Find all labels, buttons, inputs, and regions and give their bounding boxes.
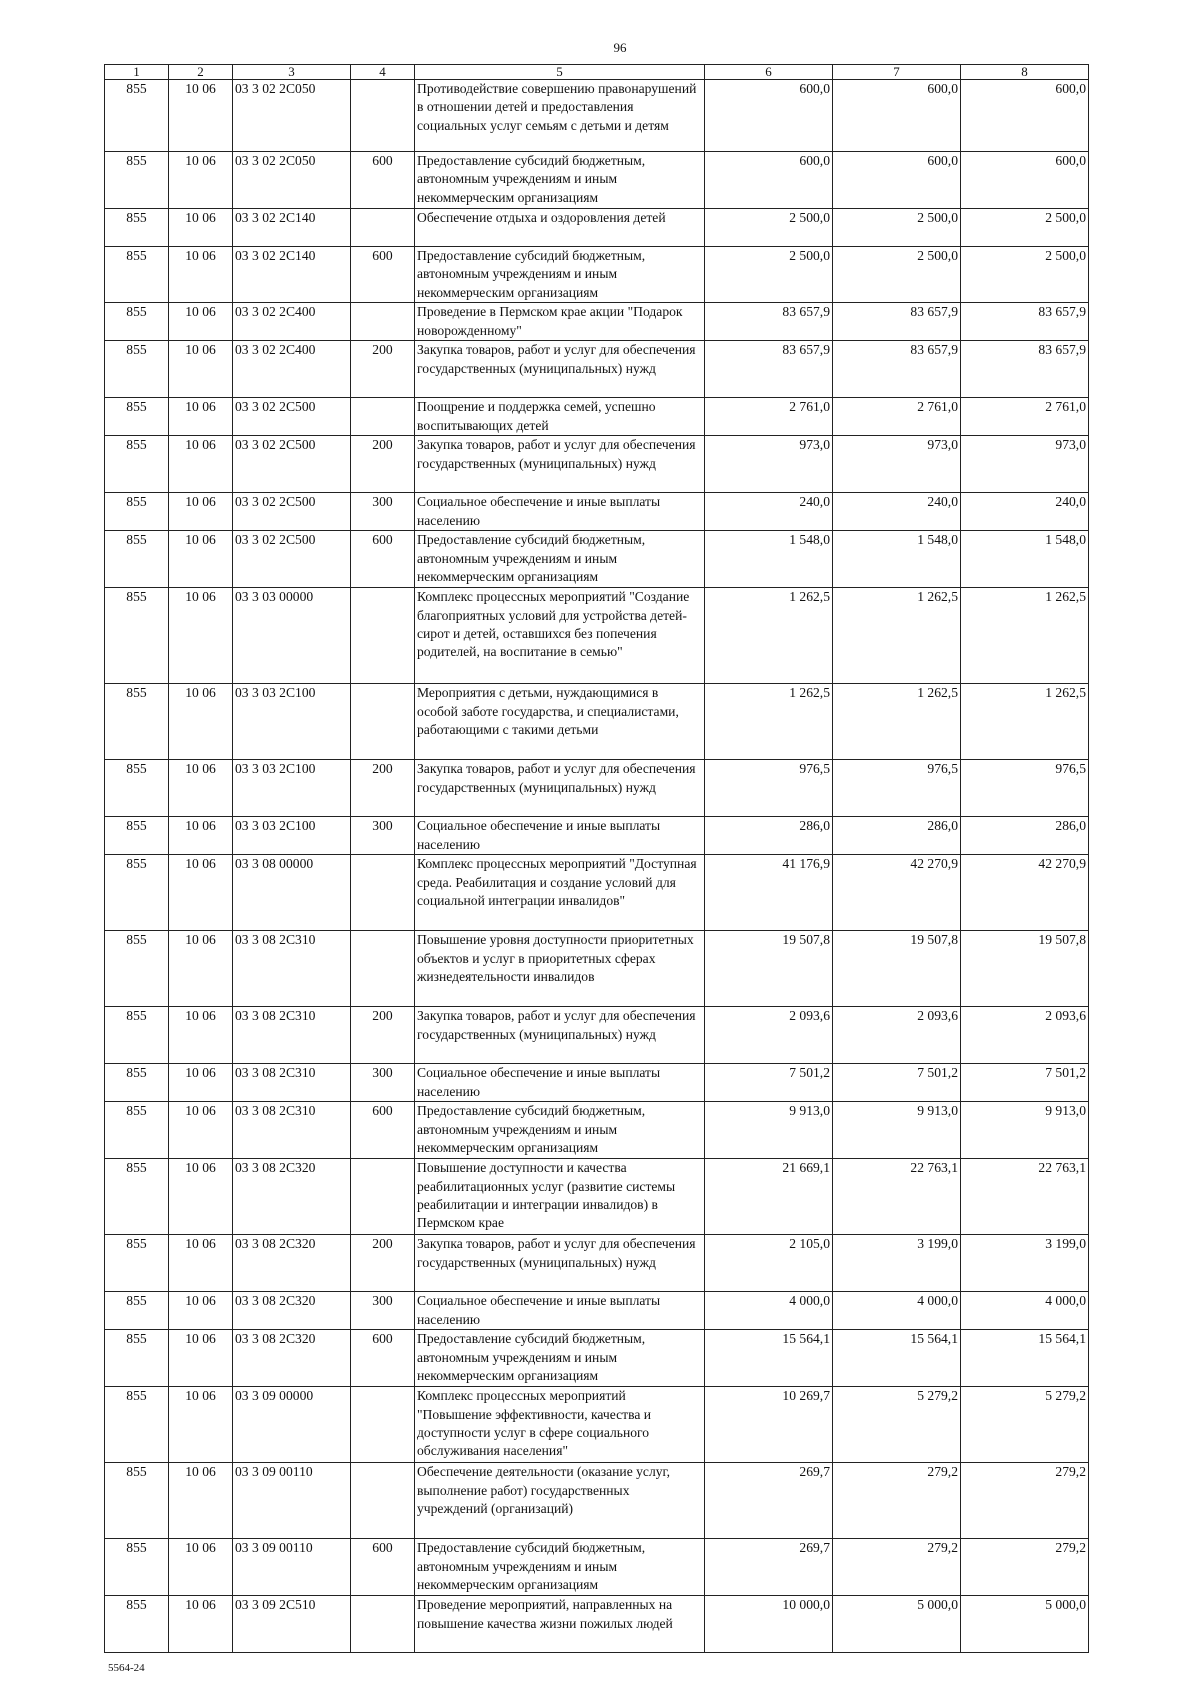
description-cell: Поощрение и поддержка семей, успешно воспитывающих детей	[415, 398, 705, 436]
ministry-code-cell: 855	[105, 1235, 169, 1292]
target-article-cell: 03 3 02 2С500	[233, 493, 351, 531]
amount-col8-cell: 4 000,0	[961, 1292, 1089, 1330]
table-row	[105, 855, 1089, 931]
expense-type-cell	[351, 855, 415, 931]
table-row	[105, 1330, 1089, 1387]
description-cell: Обеспечение деятельности (оказание услуг, выполнение работ) государственных учреждений (организаций)	[415, 1463, 705, 1539]
amount-col8-cell: 279,2	[961, 1463, 1089, 1539]
table-row	[105, 341, 1089, 398]
expense-type-cell: 200	[351, 341, 415, 398]
description-cell: Обеспечение отдыха и оздоровления детей	[415, 209, 705, 247]
expense-type-cell: 300	[351, 1064, 415, 1102]
section-code-cell: 10 06	[169, 817, 233, 855]
budget-table	[104, 64, 1089, 1653]
target-article-cell: 03 3 02 2С500	[233, 436, 351, 493]
description-cell: Предоставление субсидий бюджетным, автономным учреждениям и иным некоммерческим организациям	[415, 1102, 705, 1159]
description-cell: Предоставление субсидий бюджетным, автономным учреждениям и иным некоммерческим организациям	[415, 531, 705, 588]
column-header: 5	[415, 65, 705, 80]
ministry-code-cell: 855	[105, 855, 169, 931]
amount-col7-cell: 973,0	[833, 436, 961, 493]
section-code-cell: 10 06	[169, 588, 233, 684]
amount-col8-cell: 15 564,1	[961, 1330, 1089, 1387]
ministry-code-cell: 855	[105, 588, 169, 684]
section-code-cell: 10 06	[169, 1596, 233, 1653]
amount-col8-cell: 1 262,5	[961, 588, 1089, 684]
expense-type-cell	[351, 931, 415, 1007]
table-row	[105, 531, 1089, 588]
description-cell: Закупка товаров, работ и услуг для обеспечения государственных (муниципальных) нужд	[415, 341, 705, 398]
amount-col7-cell: 1 548,0	[833, 531, 961, 588]
amount-col6-cell: 600,0	[705, 152, 833, 209]
amount-col8-cell: 2 761,0	[961, 398, 1089, 436]
amount-col8-cell: 3 199,0	[961, 1235, 1089, 1292]
table-row	[105, 1007, 1089, 1064]
column-header: 2	[169, 65, 233, 80]
amount-col7-cell: 4 000,0	[833, 1292, 961, 1330]
ministry-code-cell: 855	[105, 341, 169, 398]
section-code-cell: 10 06	[169, 152, 233, 209]
section-code-cell: 10 06	[169, 303, 233, 341]
amount-col8-cell: 1 262,5	[961, 684, 1089, 760]
amount-col6-cell: 2 093,6	[705, 1007, 833, 1064]
section-code-cell: 10 06	[169, 1159, 233, 1235]
amount-col7-cell: 600,0	[833, 80, 961, 152]
amount-col8-cell: 22 763,1	[961, 1159, 1089, 1235]
amount-col7-cell: 19 507,8	[833, 931, 961, 1007]
expense-type-cell	[351, 684, 415, 760]
amount-col7-cell: 2 500,0	[833, 247, 961, 303]
ministry-code-cell: 855	[105, 247, 169, 303]
target-article-cell: 03 3 02 2С400	[233, 341, 351, 398]
ministry-code-cell: 855	[105, 1064, 169, 1102]
amount-col7-cell: 279,2	[833, 1539, 961, 1596]
description-cell: Социальное обеспечение и иные выплаты населению	[415, 817, 705, 855]
section-code-cell: 10 06	[169, 1539, 233, 1596]
expense-type-cell: 300	[351, 493, 415, 531]
amount-col8-cell: 2 500,0	[961, 209, 1089, 247]
target-article-cell: 03 3 09 00110	[233, 1539, 351, 1596]
target-article-cell: 03 3 08 2С320	[233, 1330, 351, 1387]
amount-col8-cell: 240,0	[961, 493, 1089, 531]
amount-col7-cell: 976,5	[833, 760, 961, 817]
table-row	[105, 1387, 1089, 1463]
amount-col8-cell: 7 501,2	[961, 1064, 1089, 1102]
ministry-code-cell: 855	[105, 817, 169, 855]
expense-type-cell	[351, 588, 415, 684]
section-code-cell: 10 06	[169, 1102, 233, 1159]
table-row	[105, 152, 1089, 209]
expense-type-cell: 600	[351, 1539, 415, 1596]
table-row	[105, 436, 1089, 493]
amount-col6-cell: 21 669,1	[705, 1159, 833, 1235]
section-code-cell: 10 06	[169, 1463, 233, 1539]
description-cell: Закупка товаров, работ и услуг для обеспечения государственных (муниципальных) нужд	[415, 760, 705, 817]
description-cell: Проведение в Пермском крае акции "Подарок новорожденному"	[415, 303, 705, 341]
amount-col7-cell: 22 763,1	[833, 1159, 961, 1235]
section-code-cell: 10 06	[169, 1387, 233, 1463]
ministry-code-cell: 855	[105, 684, 169, 760]
ministry-code-cell: 855	[105, 1387, 169, 1463]
ministry-code-cell: 855	[105, 398, 169, 436]
column-header: 4	[351, 65, 415, 80]
amount-col7-cell: 15 564,1	[833, 1330, 961, 1387]
table-body	[105, 80, 1089, 1653]
expense-type-cell: 300	[351, 1292, 415, 1330]
target-article-cell: 03 3 08 2С320	[233, 1235, 351, 1292]
amount-col8-cell: 83 657,9	[961, 303, 1089, 341]
description-cell: Социальное обеспечение и иные выплаты населению	[415, 1064, 705, 1102]
description-cell: Закупка товаров, работ и услуг для обеспечения государственных (муниципальных) нужд	[415, 1007, 705, 1064]
ministry-code-cell: 855	[105, 1159, 169, 1235]
target-article-cell: 03 3 09 00000	[233, 1387, 351, 1463]
amount-col8-cell: 973,0	[961, 436, 1089, 493]
amount-col7-cell: 240,0	[833, 493, 961, 531]
table-row	[105, 684, 1089, 760]
table-row	[105, 1292, 1089, 1330]
description-cell: Комплекс процессных мероприятий "Доступная среда. Реабилитация и создание условий для социальной интеграции инвалидов"	[415, 855, 705, 931]
ministry-code-cell: 855	[105, 1539, 169, 1596]
amount-col6-cell: 9 913,0	[705, 1102, 833, 1159]
page-number: 96	[613, 40, 627, 55]
description-cell: Социальное обеспечение и иные выплаты населению	[415, 1292, 705, 1330]
expense-type-cell: 600	[351, 531, 415, 588]
table-row	[105, 1463, 1089, 1539]
amount-col8-cell: 2 093,6	[961, 1007, 1089, 1064]
target-article-cell: 03 3 02 2С050	[233, 80, 351, 152]
expense-type-cell	[351, 398, 415, 436]
column-header: 8	[961, 65, 1089, 80]
section-code-cell: 10 06	[169, 1330, 233, 1387]
ministry-code-cell: 855	[105, 80, 169, 152]
table-row	[105, 1159, 1089, 1235]
amount-col7-cell: 600,0	[833, 152, 961, 209]
amount-col6-cell: 83 657,9	[705, 303, 833, 341]
target-article-cell: 03 3 09 00110	[233, 1463, 351, 1539]
expense-type-cell	[351, 303, 415, 341]
target-article-cell: 03 3 02 2С500	[233, 398, 351, 436]
description-cell: Предоставление субсидий бюджетным, автономным учреждениям и иным некоммерческим организациям	[415, 1330, 705, 1387]
expense-type-cell: 200	[351, 760, 415, 817]
section-code-cell: 10 06	[169, 341, 233, 398]
amount-col6-cell: 83 657,9	[705, 341, 833, 398]
amount-col7-cell: 9 913,0	[833, 1102, 961, 1159]
description-cell: Мероприятия с детьми, нуждающимися в особой заботе государства, и специалистами, работающими с такими детьми	[415, 684, 705, 760]
table-row	[105, 493, 1089, 531]
description-cell: Повышение уровня доступности приоритетных объектов и услуг в приоритетных сферах жизнедеятельности инвалидов	[415, 931, 705, 1007]
amount-col6-cell: 2 761,0	[705, 398, 833, 436]
document-code: 5564-24	[108, 1662, 145, 1674]
section-code-cell: 10 06	[169, 493, 233, 531]
expense-type-cell: 600	[351, 1330, 415, 1387]
section-code-cell: 10 06	[169, 247, 233, 303]
description-cell: Комплекс процессных мероприятий "Создание благоприятных условий для устройства детей-сирот и детей, оставшихся без попечения родителей, на воспитание в семью"	[415, 588, 705, 684]
target-article-cell: 03 3 03 2С100	[233, 817, 351, 855]
expense-type-cell: 300	[351, 817, 415, 855]
description-cell: Проведение мероприятий, направленных на повышение качества жизни пожилых людей	[415, 1596, 705, 1653]
amount-col6-cell: 2 500,0	[705, 209, 833, 247]
table-row	[105, 247, 1089, 303]
amount-col7-cell: 279,2	[833, 1463, 961, 1539]
description-cell: Закупка товаров, работ и услуг для обеспечения государственных (муниципальных) нужд	[415, 1235, 705, 1292]
amount-col6-cell: 1 262,5	[705, 588, 833, 684]
expense-type-cell	[351, 1463, 415, 1539]
expense-type-cell: 200	[351, 1235, 415, 1292]
target-article-cell: 03 3 03 2С100	[233, 684, 351, 760]
section-code-cell: 10 06	[169, 436, 233, 493]
ministry-code-cell: 855	[105, 152, 169, 209]
ministry-code-cell: 855	[105, 1007, 169, 1064]
target-article-cell: 03 3 02 2С400	[233, 303, 351, 341]
description-cell: Закупка товаров, работ и услуг для обеспечения государственных (муниципальных) нужд	[415, 436, 705, 493]
target-article-cell: 03 3 08 2С310	[233, 1007, 351, 1064]
ministry-code-cell: 855	[105, 931, 169, 1007]
column-header: 6	[705, 65, 833, 80]
expense-type-cell	[351, 209, 415, 247]
amount-col8-cell: 600,0	[961, 80, 1089, 152]
target-article-cell: 03 3 08 2С310	[233, 931, 351, 1007]
amount-col8-cell: 42 270,9	[961, 855, 1089, 931]
amount-col8-cell: 9 913,0	[961, 1102, 1089, 1159]
table-row	[105, 1064, 1089, 1102]
target-article-cell: 03 3 09 2С510	[233, 1596, 351, 1653]
amount-col7-cell: 5 279,2	[833, 1387, 961, 1463]
description-cell: Предоставление субсидий бюджетным, автономным учреждениям и иным некоммерческим организациям	[415, 1539, 705, 1596]
ministry-code-cell: 855	[105, 1596, 169, 1653]
expense-type-cell	[351, 1387, 415, 1463]
amount-col7-cell: 5 000,0	[833, 1596, 961, 1653]
amount-col7-cell: 3 199,0	[833, 1235, 961, 1292]
ministry-code-cell: 855	[105, 1330, 169, 1387]
amount-col7-cell: 1 262,5	[833, 684, 961, 760]
amount-col7-cell: 42 270,9	[833, 855, 961, 931]
amount-col8-cell: 2 500,0	[961, 247, 1089, 303]
expense-type-cell	[351, 1596, 415, 1653]
amount-col7-cell: 2 761,0	[833, 398, 961, 436]
target-article-cell: 03 3 08 2С320	[233, 1159, 351, 1235]
amount-col6-cell: 2 105,0	[705, 1235, 833, 1292]
target-article-cell: 03 3 02 2С500	[233, 531, 351, 588]
amount-col7-cell: 83 657,9	[833, 341, 961, 398]
target-article-cell: 03 3 02 2С140	[233, 209, 351, 247]
amount-col8-cell: 1 548,0	[961, 531, 1089, 588]
target-article-cell: 03 3 03 00000	[233, 588, 351, 684]
table-row	[105, 1596, 1089, 1653]
table-row	[105, 588, 1089, 684]
description-cell: Повышение доступности и качества реабилитационных услуг (развитие системы реабилитации и интеграции инвалидов) в Пермском крае	[415, 1159, 705, 1235]
amount-col8-cell: 286,0	[961, 817, 1089, 855]
section-code-cell: 10 06	[169, 1292, 233, 1330]
table-row	[105, 817, 1089, 855]
ministry-code-cell: 855	[105, 493, 169, 531]
ministry-code-cell: 855	[105, 531, 169, 588]
amount-col6-cell: 7 501,2	[705, 1064, 833, 1102]
amount-col6-cell: 973,0	[705, 436, 833, 493]
amount-col6-cell: 600,0	[705, 80, 833, 152]
table-row	[105, 303, 1089, 341]
description-cell: Предоставление субсидий бюджетным, автономным учреждениям и иным некоммерческим организациям	[415, 247, 705, 303]
column-header: 7	[833, 65, 961, 80]
amount-col6-cell: 1 548,0	[705, 531, 833, 588]
amount-col7-cell: 286,0	[833, 817, 961, 855]
amount-col8-cell: 19 507,8	[961, 931, 1089, 1007]
expense-type-cell: 600	[351, 1102, 415, 1159]
table-row	[105, 1539, 1089, 1596]
expense-type-cell: 200	[351, 436, 415, 493]
column-header: 3	[233, 65, 351, 80]
amount-col6-cell: 19 507,8	[705, 931, 833, 1007]
table-row	[105, 931, 1089, 1007]
section-code-cell: 10 06	[169, 1235, 233, 1292]
section-code-cell: 10 06	[169, 760, 233, 817]
ministry-code-cell: 855	[105, 1102, 169, 1159]
expense-type-cell	[351, 80, 415, 152]
table-row	[105, 398, 1089, 436]
section-code-cell: 10 06	[169, 855, 233, 931]
description-cell: Социальное обеспечение и иные выплаты населению	[415, 493, 705, 531]
amount-col6-cell: 976,5	[705, 760, 833, 817]
amount-col6-cell: 240,0	[705, 493, 833, 531]
table-row	[105, 209, 1089, 247]
amount-col6-cell: 269,7	[705, 1539, 833, 1596]
amount-col6-cell: 10 000,0	[705, 1596, 833, 1653]
amount-col6-cell: 15 564,1	[705, 1330, 833, 1387]
amount-col6-cell: 10 269,7	[705, 1387, 833, 1463]
section-code-cell: 10 06	[169, 398, 233, 436]
amount-col6-cell: 2 500,0	[705, 247, 833, 303]
amount-col7-cell: 1 262,5	[833, 588, 961, 684]
table-row	[105, 1235, 1089, 1292]
section-code-cell: 10 06	[169, 80, 233, 152]
ministry-code-cell: 855	[105, 209, 169, 247]
section-code-cell: 10 06	[169, 931, 233, 1007]
description-cell: Противодействие совершению правонарушений в отношении детей и предоставления социальных услуг семьям с детьми и детям	[415, 80, 705, 152]
section-code-cell: 10 06	[169, 209, 233, 247]
ministry-code-cell: 855	[105, 436, 169, 493]
column-header: 1	[105, 65, 169, 80]
ministry-code-cell: 855	[105, 1463, 169, 1539]
amount-col8-cell: 5 279,2	[961, 1387, 1089, 1463]
section-code-cell: 10 06	[169, 1064, 233, 1102]
table-row	[105, 760, 1089, 817]
amount-col8-cell: 976,5	[961, 760, 1089, 817]
ministry-code-cell: 855	[105, 1292, 169, 1330]
amount-col8-cell: 5 000,0	[961, 1596, 1089, 1653]
table-row	[105, 1102, 1089, 1159]
target-article-cell: 03 3 08 2С320	[233, 1292, 351, 1330]
section-code-cell: 10 06	[169, 531, 233, 588]
amount-col8-cell: 279,2	[961, 1539, 1089, 1596]
target-article-cell: 03 3 08 2С310	[233, 1064, 351, 1102]
table-header-row	[105, 65, 1089, 80]
amount-col6-cell: 41 176,9	[705, 855, 833, 931]
amount-col7-cell: 2 093,6	[833, 1007, 961, 1064]
amount-col8-cell: 83 657,9	[961, 341, 1089, 398]
table-row	[105, 80, 1089, 152]
expense-type-cell: 600	[351, 152, 415, 209]
amount-col6-cell: 4 000,0	[705, 1292, 833, 1330]
amount-col8-cell: 600,0	[961, 152, 1089, 209]
target-article-cell: 03 3 02 2С050	[233, 152, 351, 209]
section-code-cell: 10 06	[169, 1007, 233, 1064]
amount-col6-cell: 286,0	[705, 817, 833, 855]
target-article-cell: 03 3 02 2С140	[233, 247, 351, 303]
amount-col7-cell: 2 500,0	[833, 209, 961, 247]
target-article-cell: 03 3 08 00000	[233, 855, 351, 931]
target-article-cell: 03 3 08 2С310	[233, 1102, 351, 1159]
expense-type-cell: 200	[351, 1007, 415, 1064]
amount-col7-cell: 83 657,9	[833, 303, 961, 341]
ministry-code-cell: 855	[105, 760, 169, 817]
expense-type-cell: 600	[351, 247, 415, 303]
description-cell: Предоставление субсидий бюджетным, автономным учреждениям и иным некоммерческим организациям	[415, 152, 705, 209]
amount-col6-cell: 269,7	[705, 1463, 833, 1539]
ministry-code-cell: 855	[105, 303, 169, 341]
description-cell: Комплекс процессных мероприятий "Повышение эффективности, качества и доступности услуг в сфере социального обслуживания населения"	[415, 1387, 705, 1463]
section-code-cell: 10 06	[169, 684, 233, 760]
amount-col7-cell: 7 501,2	[833, 1064, 961, 1102]
amount-col6-cell: 1 262,5	[705, 684, 833, 760]
expense-type-cell	[351, 1159, 415, 1235]
target-article-cell: 03 3 03 2С100	[233, 760, 351, 817]
